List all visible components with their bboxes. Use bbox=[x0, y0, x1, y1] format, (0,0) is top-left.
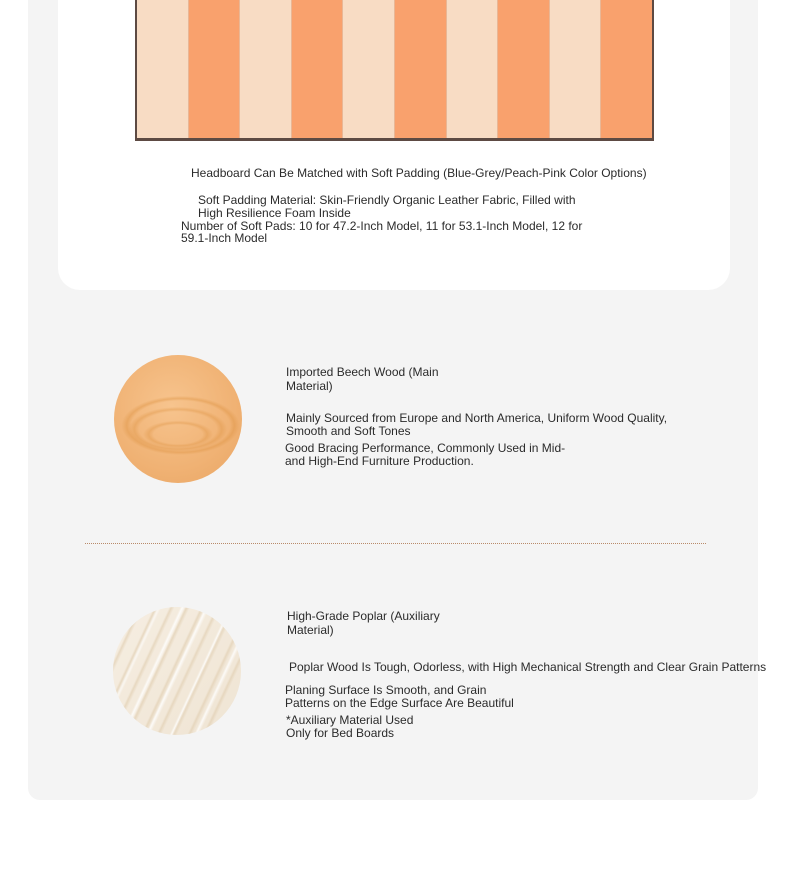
padding-material-line-2: High Resilience Foam Inside bbox=[198, 206, 351, 220]
soft-pad-count-line-2: 59.1-Inch Model bbox=[181, 231, 268, 245]
poplar-note-line-1: *Auxiliary Material Used bbox=[286, 713, 414, 727]
padding-material-line-1: Soft Padding Material: Skin-Friendly Organic Leather Fabric, Filled with bbox=[198, 193, 576, 207]
poplar-desc-2-line-1: Planing Surface Is Smooth, and Grain bbox=[285, 683, 487, 697]
beech-desc-1-line-2: Smooth and Soft Tones bbox=[286, 424, 411, 438]
soft-pad-5 bbox=[343, 0, 395, 138]
soft-pad-6 bbox=[395, 0, 447, 138]
beech-wood-swatch-icon bbox=[114, 355, 242, 483]
soft-pad-2 bbox=[189, 0, 241, 138]
poplar-title-line-1: High-Grade Poplar (Auxiliary bbox=[287, 609, 440, 623]
poplar-title-line-2: Material) bbox=[287, 623, 334, 637]
soft-pad-4 bbox=[292, 0, 344, 138]
soft-pad-3 bbox=[240, 0, 292, 138]
soft-pad-8 bbox=[498, 0, 550, 138]
soft-pad-10 bbox=[601, 0, 652, 138]
headboard-caption: Headboard Can Be Matched with Soft Padding (Blue-Grey/Peach-Pink Color Options) bbox=[191, 166, 647, 180]
soft-pad-1 bbox=[137, 0, 189, 138]
soft-pad-7 bbox=[447, 0, 499, 138]
beech-title-line-1: Imported Beech Wood (Main bbox=[286, 365, 439, 379]
poplar-wood-swatch-icon bbox=[113, 607, 241, 735]
poplar-desc-2-line-2: Patterns on the Edge Surface Are Beautiful bbox=[285, 696, 514, 710]
beech-desc-2-line-2: and High-End Furniture Production. bbox=[285, 454, 474, 468]
headboard-illustration bbox=[135, 0, 654, 141]
beech-desc-2-line-1: Good Bracing Performance, Commonly Used in Mid- bbox=[285, 441, 566, 455]
beech-title-line-2: Material) bbox=[286, 379, 333, 393]
section-divider bbox=[85, 543, 706, 544]
soft-pad-count-line-1: Number of Soft Pads: 10 for 47.2-Inch Model, 11 for 53.1-Inch Model, 12 for bbox=[181, 219, 583, 233]
soft-pad-9 bbox=[550, 0, 602, 138]
poplar-desc-1: Poplar Wood Is Tough, Odorless, with High Mechanical Strength and Clear Grain Patterns bbox=[289, 660, 767, 674]
poplar-note-line-2: Only for Bed Boards bbox=[286, 726, 395, 740]
beech-desc-1-line-1: Mainly Sourced from Europe and North America, Uniform Wood Quality, bbox=[286, 411, 668, 425]
